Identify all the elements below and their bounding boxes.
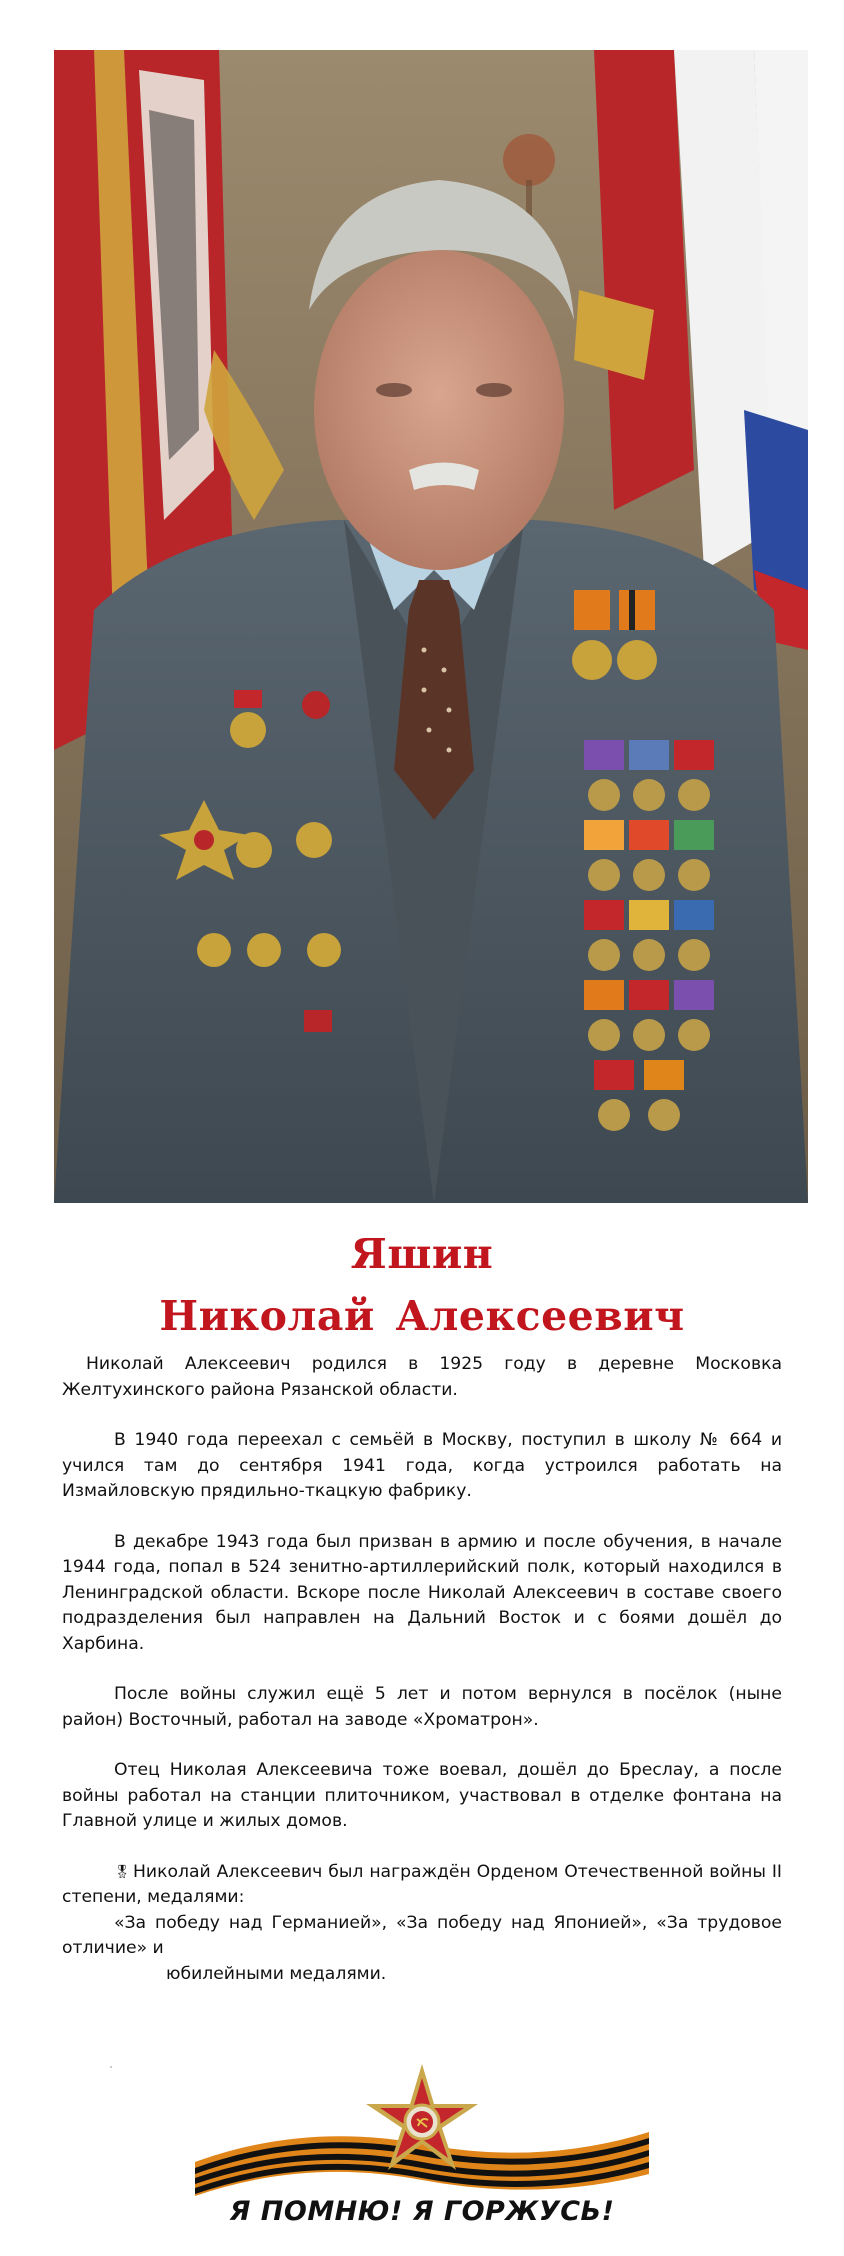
person-given-names: Николай Алексеевич bbox=[159, 1292, 685, 1340]
slogan: Я ПОМНЮ! Я ГОРЖУСЬ! bbox=[229, 2196, 615, 2227]
awards-list: «За победу над Германией», «За победу над Японией», «За трудовое отличие» и bbox=[62, 1912, 782, 1958]
decorative-dot bbox=[110, 2066, 112, 2068]
order-of-patriotic-war-icon bbox=[195, 2062, 649, 2202]
bio-paragraph: В 1940 года переехал с семьёй в Москву, поступил в школу № 664 и учился там до сентября 1941 года, когда устроился работать на Измайловскую прядильно-ткацкую фабрику. bbox=[62, 1430, 782, 1501]
medal-icon: 🎖 bbox=[114, 1864, 131, 1880]
bio-paragraph: После войны служил ещё 5 лет и потом вернулся в посёлок (ныне район) Восточный, работал на заводе «Хроматрон». bbox=[62, 1684, 782, 1730]
veteran-portrait bbox=[54, 50, 808, 1203]
bio-paragraph: Николай Алексеевич родился в 1925 году в деревне Московка Желтухинского района Рязанской области. bbox=[62, 1354, 782, 1400]
bio-paragraph: Отец Николая Алексеевича тоже воевал, дошёл до Бреслау, а после войны работал на станции плиточником, участвовал в отделке фонтана на Главной улице и жилых домов. bbox=[62, 1760, 782, 1831]
awards-intro: Николай Алексеевич был награждён Орденом Отечественной войны II степени, медалями: bbox=[62, 1861, 782, 1907]
person-surname: Яшин bbox=[350, 1230, 494, 1278]
bio-paragraph: В декабре 1943 года был призван в армию и после обучения, в начале 1944 года, попал в 524 зенитно-артиллерийский полк, который находился в Ленинградской области. Вскоре после Николай Алексеевич в составе своего подразделения был направлен на Дальний Восток и с боями дошёл до Харбина. bbox=[62, 1531, 782, 1654]
awards-tail: юбилейными медалями. bbox=[166, 1963, 387, 1984]
biography bbox=[62, 1352, 782, 1987]
awards-paragraph bbox=[62, 1860, 782, 1911]
memorial-emblem bbox=[195, 2062, 649, 2242]
